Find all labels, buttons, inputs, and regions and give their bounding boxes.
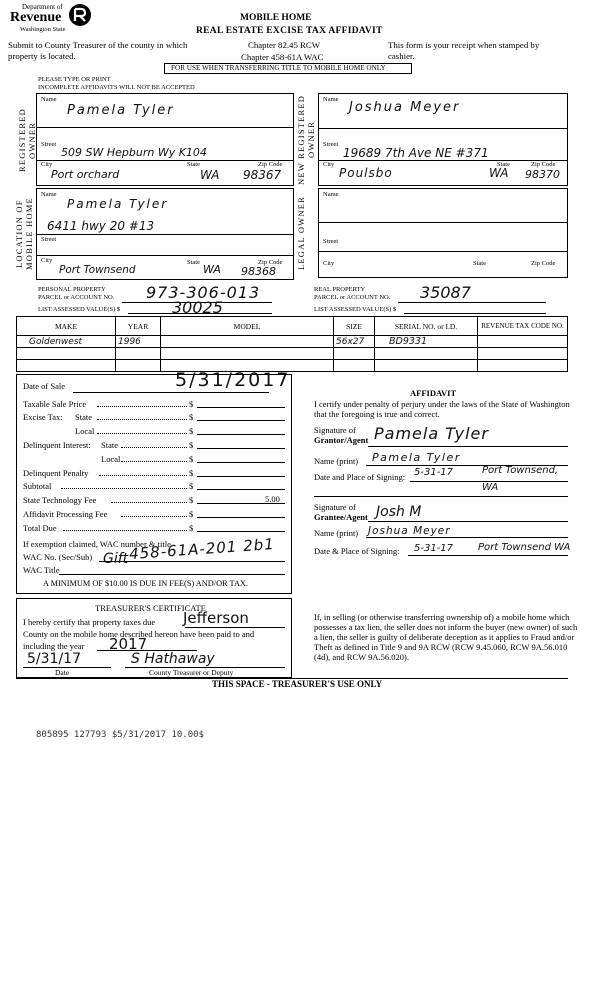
col-make: MAKE — [17, 317, 116, 336]
table-row — [17, 360, 568, 372]
treasurer-use-label: THIS SPACE - TREASURER'S USE ONLY — [212, 679, 383, 689]
registered-owner-name: Pamela Tyler — [67, 103, 175, 118]
print-note-2: INCOMPLETE AFFIDAVITS WILL NOT BE ACCEPTED — [38, 84, 195, 91]
grantor-signature: Pamela Tyler — [374, 424, 489, 443]
tax-box: Date of Sale 5/31/2017 Taxable Sale Price $ Excise Tax: State $ Local $ Delinquent Interest: State $ Local $ Delinquent Penalty $ Subtotal $ State Technology Fee $ 5.00 Affidavit Processing Fee $ Total Due $ If exemption claimed, WAC number & title WAC No. (Sec/Sub) 458-61A-201 2b1 WAC Title Gift A MINIMUM OF $10.00 IS DUE IN FEE(S) AND/OR TAX. — [16, 374, 292, 594]
grantee-signature: Josh M — [376, 504, 422, 520]
location-box: Name Pamela Tyler 6411 hwy 20 #13 Street City State Zip Code Port Townsend WA 98368 — [36, 188, 294, 280]
logo-line1: Department of — [22, 3, 63, 11]
col-revenue-code: REVENUE TAX CODE NO. — [478, 317, 568, 336]
new-owner-state: WA — [489, 166, 509, 180]
new-owner-zip: 98370 — [525, 168, 560, 181]
chapter-1: Chapter 82.45 RCW — [248, 40, 321, 50]
registered-owner-street: 509 SW Hepburn Wy K104 — [61, 146, 207, 159]
print-note-1: PLEASE TYPE OR PRINT — [38, 76, 111, 83]
personal-assessed-label: LIST ASSESSED VALUE(S) $ — [38, 306, 121, 313]
personal-assessed-value: 30025 — [172, 298, 223, 317]
legal-owner-box: Name Street City State Zip Code — [318, 188, 568, 278]
form-title-1: MOBILE HOME — [240, 13, 312, 23]
location-name: Pamela Tyler — [67, 197, 169, 211]
legal-owner-label: LEGAL OWNER — [296, 195, 306, 271]
affidavit-statement: I certify under penalty of perjury under the laws of the State of Washington that the foregoing is true and correct. — [314, 399, 570, 419]
submit-text: Submit to County Treasurer of the county in which property is located. — [8, 40, 188, 61]
table-header-row — [17, 317, 568, 336]
real-property-label: REAL PROPERTY — [314, 286, 366, 293]
col-year: YEAR — [116, 317, 161, 336]
receipt-text: This form is your receipt when stamped by cashier. — [388, 40, 540, 61]
col-model: MODEL — [161, 317, 334, 336]
treasurer-certificate: TREASURER'S CERTIFICATE I hereby certify that property taxes due Jefferson County on the mobile home described hereon have been paid to and including the year 2017 5/31/17 S Hathaway Date County Treasurer or Deputy — [16, 598, 292, 678]
new-owner-street: 19689 7th Ave NE #371 — [343, 146, 489, 160]
logo-line2: Revenue — [10, 10, 62, 25]
personal-parcel-label: PARCEL or ACCOUNT NO. — [38, 294, 115, 301]
grantee-date: 5-31-17 — [414, 543, 454, 554]
grantor-place-2: WA — [482, 482, 499, 493]
chapter-2: Chapter 458-61A WAC — [241, 52, 324, 62]
real-parcel-value: 35087 — [420, 283, 471, 302]
col-serial: SERIAL NO. or I.D. — [375, 317, 478, 336]
registered-owner-state: WA — [200, 168, 220, 182]
table-row: Goldenwest 1996 56x27 BD9331 — [17, 336, 568, 348]
registered-owner-zip: 98367 — [243, 168, 282, 182]
registered-owner-label: REGISTERED OWNER — [17, 108, 37, 172]
real-parcel-label: PARCEL or ACCOUNT NO. — [314, 294, 391, 301]
treasurer-date: 5/31/17 — [27, 651, 81, 667]
tax-lien-notice: If, in selling (or otherwise transferring ownership of) a mobile home which possesses a tax lien, the seller does not inform the buyer (new owner) of such a lien, the seller is guilty of deliberate deception as it applies to Fraud and/or Theft as defined in Title 9 and 9A RCW (RCW 9.45.060, RCW 9A.56.010 (4d), and RCW 9A.56.020). — [314, 612, 578, 662]
grantor-place-1: Port Townsend, — [482, 465, 559, 476]
receipt-stamp: 805895 127793 $5/31/2017 10.00$ — [36, 730, 204, 740]
treasurer-year: 2017 — [109, 635, 148, 653]
real-assessed-label: LIST ASSESSED VALUE(S) $ — [314, 306, 397, 313]
registered-owner-box: Name Pamela Tyler Street 509 SW Hepburn Wy K104 City State Zip Code Port orchard WA 98367 — [36, 93, 294, 186]
dor-logo — [10, 3, 90, 37]
new-owner-label: NEW REGISTERED OWNER — [296, 94, 316, 185]
minimum-fee-note: A MINIMUM OF $10.00 IS DUE IN FEE(S) AND/OR TAX. — [43, 579, 248, 588]
grantee-place: Port Townsend WA — [478, 542, 571, 553]
banner: FOR USE WHEN TRANSFERRING TITLE TO MOBILE HOME ONLY — [164, 63, 412, 74]
wac-number-value: 458-61A-201 2b1 — [128, 534, 276, 564]
treasurer-title: TREASURER'S CERTIFICATE — [95, 603, 206, 613]
personal-property-label: PERSONAL PROPERTY — [38, 286, 106, 293]
date-of-sale-value: 5/31/2017 — [175, 369, 291, 391]
state-tech-fee-value: 5.00 — [265, 494, 280, 504]
col-size: SIZE — [334, 317, 375, 336]
location-zip: 98368 — [241, 265, 276, 278]
grantor-name-print: Pamela Tyler — [372, 451, 461, 464]
location-street: 6411 hwy 20 #13 — [47, 219, 155, 233]
registered-owner-city: Port orchard — [51, 168, 120, 181]
mobile-home-table — [16, 316, 568, 372]
affidavit-title: AFFIDAVIT — [410, 388, 457, 398]
personal-parcel-value: 973-306-013 — [146, 283, 261, 302]
dor-logo-icon — [68, 3, 92, 27]
new-owner-box: Name Joshua Meyer Street 19689 7th Ave NE #371 City State Zip Code Poulsbo WA 98370 — [318, 93, 568, 186]
location-city: Port Townsend — [59, 264, 136, 276]
table-row — [17, 348, 568, 360]
logo-line3: Washington State — [20, 26, 66, 33]
grantor-date: 5-31-17 — [414, 467, 454, 478]
location-state: WA — [203, 263, 221, 276]
new-owner-name: Joshua Meyer — [349, 100, 461, 115]
gift-mark: Gift — [103, 551, 129, 567]
form-title-2: REAL ESTATE EXCISE TAX AFFIDAVIT — [196, 26, 383, 36]
new-owner-city: Poulsbo — [339, 166, 393, 180]
date-of-sale-label: Date of Sale — [23, 381, 66, 391]
location-label: LOCATION OF MOBILE HOME — [14, 197, 34, 271]
grantee-name-print: Joshua Meyer — [368, 525, 451, 537]
treasurer-signature: S Hathaway — [131, 651, 215, 667]
treasurer-county: Jefferson — [183, 609, 249, 627]
